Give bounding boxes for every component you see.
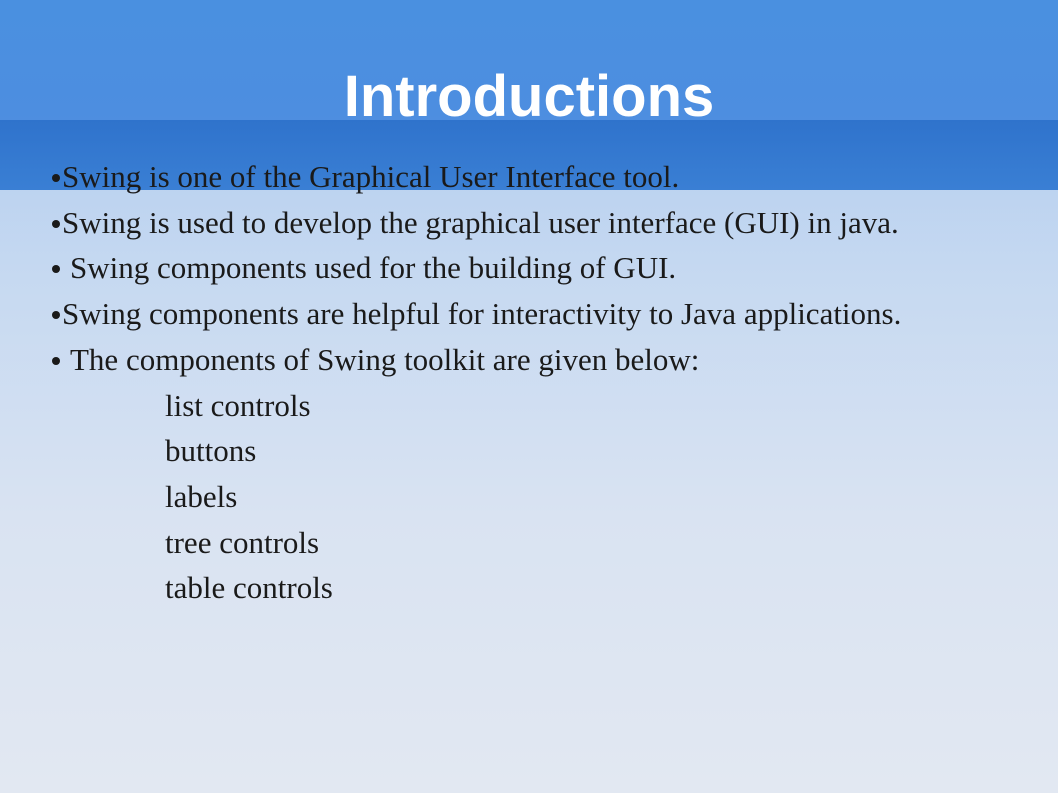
bullet-item [52,337,1002,383]
bullet-item [52,154,1002,200]
bullet-text: The components of Swing toolkit are given below: [70,341,700,377]
bullet-text: Swing is used to develop the graphical user interface (GUI) in java. [62,204,899,240]
slide-content [52,154,1002,611]
bullet-icon [52,311,60,319]
bullet-item [52,245,1002,291]
bullet-item [52,200,1002,246]
bullet-text: Swing components used for the building of GUI. [70,250,677,286]
bullet-icon [52,174,60,182]
bullet-item [52,291,1002,337]
component-item: buttons [165,433,257,469]
component-item: list controls [165,387,311,423]
bullet-icon [52,220,60,228]
component-item: tree controls [165,524,320,560]
component-item: table controls [165,570,333,606]
bullet-text: Swing is one of the Graphical User Interface tool. [62,159,680,194]
slide-title: Introductions [343,64,715,129]
bullet-text: Swing components are helpful for interactivity to Java applications. [62,296,902,332]
component-item: labels [165,478,238,514]
bullet-icon [52,265,60,273]
bullet-icon [52,357,60,365]
